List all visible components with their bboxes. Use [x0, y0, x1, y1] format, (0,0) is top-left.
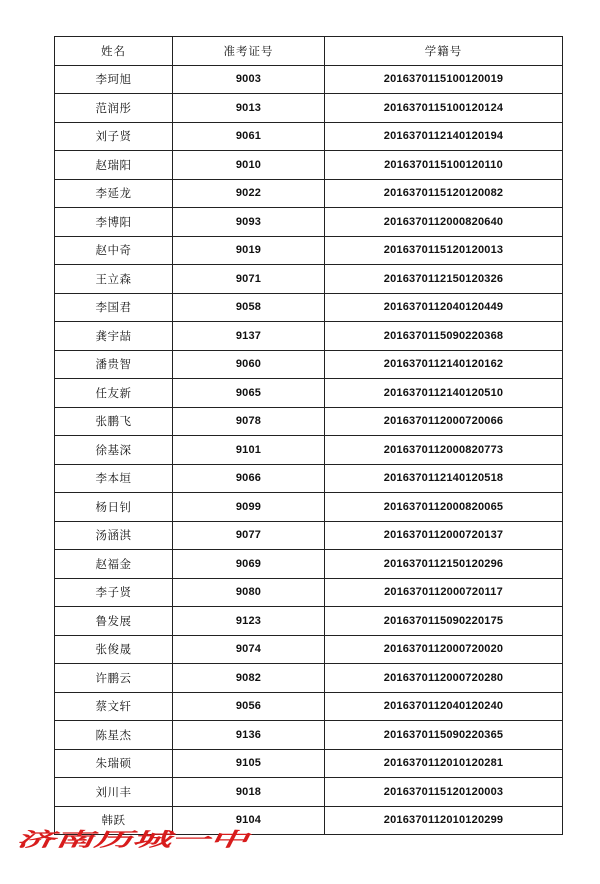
cell-exam-number: 9101	[173, 436, 325, 465]
cell-name: 陈星杰	[55, 721, 173, 750]
cell-name: 许鹏云	[55, 664, 173, 693]
cell-exam-number: 9104	[173, 806, 325, 835]
cell-name: 刘川丰	[55, 778, 173, 807]
table-row	[55, 236, 563, 265]
cell-name: 李本垣	[55, 464, 173, 493]
cell-exam-number: 9060	[173, 350, 325, 379]
cell-name: 赵中奇	[55, 236, 173, 265]
cell-student-id: 2016370115090220365	[325, 721, 563, 750]
cell-name: 蔡文轩	[55, 692, 173, 721]
cell-student-id: 2016370115120120082	[325, 179, 563, 208]
table-row	[55, 94, 563, 123]
table-row	[55, 778, 563, 807]
cell-student-id: 2016370112000720137	[325, 521, 563, 550]
cell-exam-number: 9137	[173, 322, 325, 351]
header-student-id: 学籍号	[325, 37, 563, 66]
cell-exam-number: 9061	[173, 122, 325, 151]
cell-exam-number: 9018	[173, 778, 325, 807]
cell-student-id: 2016370112000720280	[325, 664, 563, 693]
cell-name: 范润彤	[55, 94, 173, 123]
header-row	[55, 37, 563, 66]
table-row	[55, 521, 563, 550]
cell-name: 赵福金	[55, 550, 173, 579]
table-row	[55, 379, 563, 408]
cell-name: 任友新	[55, 379, 173, 408]
cell-student-id: 2016370115100120110	[325, 151, 563, 180]
cell-exam-number: 9013	[173, 94, 325, 123]
cell-name: 李国君	[55, 293, 173, 322]
cell-student-id: 2016370112000820065	[325, 493, 563, 522]
cell-name: 汤涵淇	[55, 521, 173, 550]
cell-exam-number: 9056	[173, 692, 325, 721]
cell-student-id: 2016370115100120019	[325, 65, 563, 94]
cell-name: 李博阳	[55, 208, 173, 237]
cell-exam-number: 9003	[173, 65, 325, 94]
cell-student-id: 2016370112040120240	[325, 692, 563, 721]
table-row	[55, 692, 563, 721]
cell-name: 李子贤	[55, 578, 173, 607]
cell-exam-number: 9078	[173, 407, 325, 436]
cell-exam-number: 9136	[173, 721, 325, 750]
cell-exam-number: 9077	[173, 521, 325, 550]
table-header	[55, 37, 563, 66]
cell-name: 刘子贤	[55, 122, 173, 151]
header-name: 姓名	[55, 37, 173, 66]
cell-exam-number: 9099	[173, 493, 325, 522]
cell-student-id: 2016370115120120013	[325, 236, 563, 265]
cell-student-id: 2016370112000720020	[325, 635, 563, 664]
cell-student-id: 2016370115100120124	[325, 94, 563, 123]
cell-exam-number: 9071	[173, 265, 325, 294]
cell-name: 鲁发展	[55, 607, 173, 636]
table-row	[55, 293, 563, 322]
cell-exam-number: 9080	[173, 578, 325, 607]
table-row	[55, 607, 563, 636]
cell-student-id: 2016370112140120518	[325, 464, 563, 493]
table-row	[55, 208, 563, 237]
table-row	[55, 350, 563, 379]
cell-student-id: 2016370112010120299	[325, 806, 563, 835]
table-row	[55, 322, 563, 351]
table-body	[55, 65, 563, 835]
cell-name: 徐基深	[55, 436, 173, 465]
cell-name: 李延龙	[55, 179, 173, 208]
cell-student-id: 2016370115090220368	[325, 322, 563, 351]
cell-student-id: 2016370112040120449	[325, 293, 563, 322]
cell-exam-number: 9093	[173, 208, 325, 237]
cell-student-id: 2016370112150120326	[325, 265, 563, 294]
table-row	[55, 550, 563, 579]
cell-exam-number: 9105	[173, 749, 325, 778]
table-row	[55, 151, 563, 180]
cell-name: 张鹏飞	[55, 407, 173, 436]
table-row	[55, 407, 563, 436]
table-row	[55, 664, 563, 693]
cell-name: 朱瑞硕	[55, 749, 173, 778]
cell-student-id: 2016370115120120003	[325, 778, 563, 807]
watermark-text: 济南历城一中	[16, 829, 254, 851]
cell-name: 杨日钊	[55, 493, 173, 522]
cell-student-id: 2016370112000820640	[325, 208, 563, 237]
cell-student-id: 2016370112140120194	[325, 122, 563, 151]
cell-exam-number: 9058	[173, 293, 325, 322]
cell-exam-number: 9074	[173, 635, 325, 664]
cell-student-id: 2016370112140120162	[325, 350, 563, 379]
cell-exam-number: 9123	[173, 607, 325, 636]
cell-exam-number: 9022	[173, 179, 325, 208]
cell-name: 张俊晟	[55, 635, 173, 664]
cell-name: 潘贵智	[55, 350, 173, 379]
table-row	[55, 721, 563, 750]
cell-exam-number: 9010	[173, 151, 325, 180]
table-row	[55, 179, 563, 208]
table-row	[55, 436, 563, 465]
cell-student-id: 2016370112000820773	[325, 436, 563, 465]
table-row	[55, 265, 563, 294]
table-row	[55, 65, 563, 94]
cell-student-id: 2016370112000720066	[325, 407, 563, 436]
cell-student-id: 2016370115090220175	[325, 607, 563, 636]
cell-exam-number: 9019	[173, 236, 325, 265]
cell-exam-number: 9069	[173, 550, 325, 579]
header-exam-number: 准考证号	[173, 37, 325, 66]
cell-student-id: 2016370112000720117	[325, 578, 563, 607]
table-row	[55, 122, 563, 151]
cell-student-id: 2016370112140120510	[325, 379, 563, 408]
table-row	[55, 578, 563, 607]
cell-name: 李珂旭	[55, 65, 173, 94]
table-row	[55, 635, 563, 664]
table-row	[55, 464, 563, 493]
watermark-stamp	[14, 824, 254, 854]
cell-exam-number: 9066	[173, 464, 325, 493]
cell-name: 赵瑞阳	[55, 151, 173, 180]
cell-student-id: 2016370112150120296	[325, 550, 563, 579]
table-row	[55, 493, 563, 522]
cell-student-id: 2016370112010120281	[325, 749, 563, 778]
cell-name: 韩跃	[55, 806, 173, 835]
cell-exam-number: 9082	[173, 664, 325, 693]
cell-name: 王立森	[55, 265, 173, 294]
student-table	[54, 36, 563, 835]
table-row	[55, 749, 563, 778]
cell-name: 龚宇喆	[55, 322, 173, 351]
cell-exam-number: 9065	[173, 379, 325, 408]
